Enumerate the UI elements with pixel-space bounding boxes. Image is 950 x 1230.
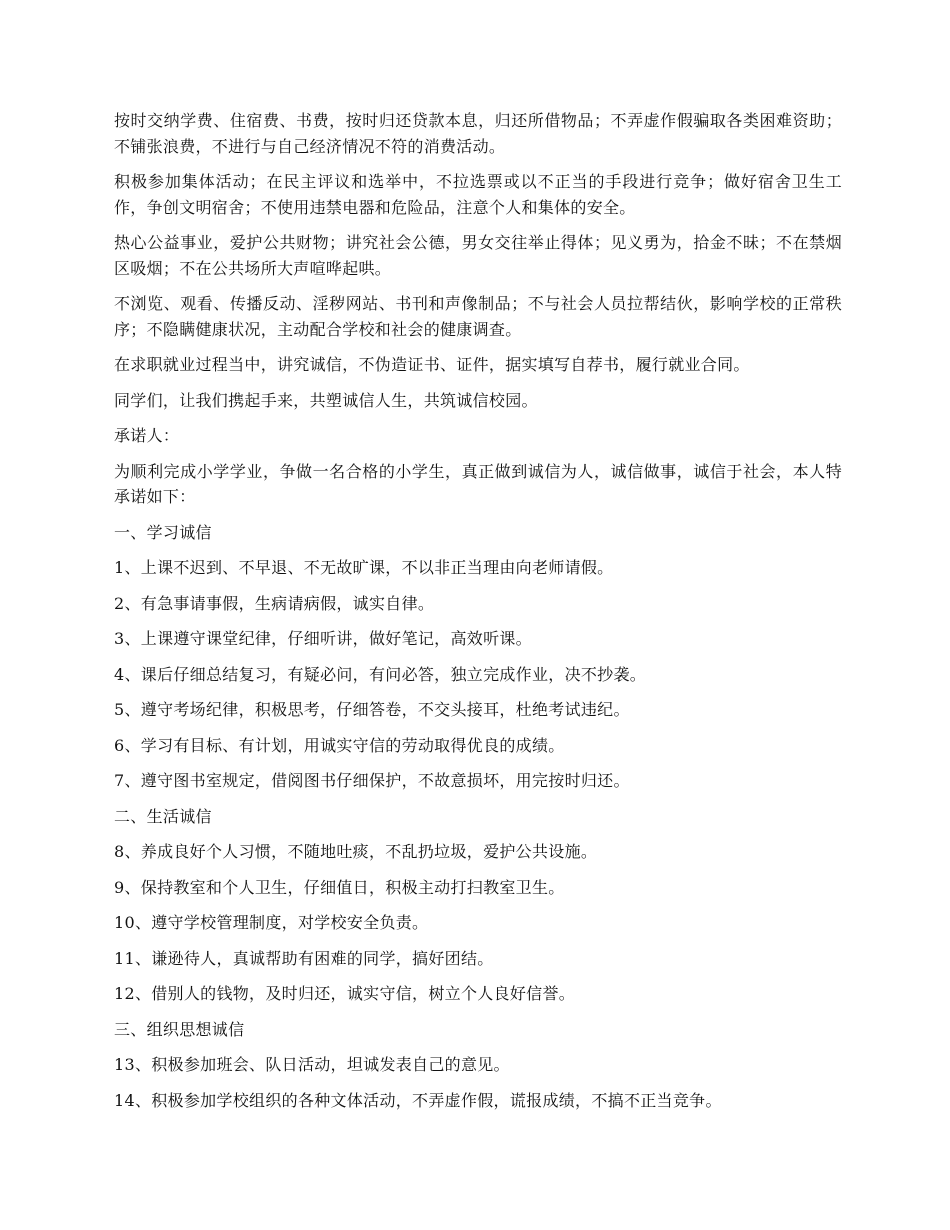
- list-item: 4、课后仔细总结复习，有疑必问，有问必答，独立完成作业，决不抄袭。: [114, 664, 647, 684]
- list-item: 8、养成良好个人习惯，不随地吐痰，不乱扔垃圾，爱护公共设施。: [114, 842, 598, 861]
- list-item: 13、积极参加班会、队日活动，坦诚发表自己的意见。: [114, 1055, 510, 1074]
- section-heading-life: 二、生活诚信: [114, 806, 212, 826]
- paragraph-fees: 按时交纳学费、住宿费、书费，按时归还贷款本息，归还所借物品；不弄虚作假骗取各类困难资助；不铺张浪费，不进行与自己经济情况不符的消费活动。: [114, 111, 842, 156]
- paragraph-employment: 在求职就业过程当中，讲究诚信，不伪造证书、证件，据实填写自荐书，履行就业合同。: [114, 355, 750, 374]
- list-item: 6、学习有目标、有计划，用诚实守信的劳动取得优良的成绩。: [114, 735, 565, 755]
- paragraph-call-to-action: 同学们，让我们携起手来，共塑诚信人生，共筑诚信校园。: [114, 390, 538, 410]
- paragraph-collective: 积极参加集体活动；在民主评议和选举中，不拉选票或以不正当的手段进行竞争；做好宿舍卫生工作，争创文明宿舍；不使用违禁电器和危险品，注意个人和集体的安全。: [114, 172, 842, 217]
- paragraph-media: 不浏览、观看、传播反动、淫秽网站、书刊和声像制品；不与社会人员拉帮结伙，影响学校的正常秩序；不隐瞒健康状况，主动配合学校和社会的健康调查。: [114, 294, 842, 339]
- list-item: 1、上课不迟到、不早退、不无故旷课，不以非正当理由向老师请假。: [114, 558, 614, 577]
- paragraph-public-welfare: 热心公益事业，爱护公共财物；讲究社会公德，男女交往举止得体；见义勇为，拾金不昧；不在禁烟区吸烟；不在公共场所大声喧哗起哄。: [114, 233, 842, 278]
- list-item: 2、有急事请事假，生病请病假，诚实自律。: [114, 593, 435, 613]
- list-item: 7、遵守图书室规定，借阅图书仔细保护，不故意损坏，用完按时归还。: [114, 771, 630, 790]
- list-item: 10、遵守学校管理制度，对学校安全负责。: [114, 913, 429, 932]
- list-item: 12、借别人的钱物，及时归还，诚实守信，树立个人良好信誉。: [114, 984, 576, 1003]
- document-page: [114, 108, 842, 1123]
- paragraph-pledge-intro: 为顺利完成小学学业，争做一名合格的小学生，真正做到诚信为人，诚信做事，诚信于社会，本人特承诺如下：: [114, 461, 842, 506]
- section-heading-organization: 三、组织思想诚信: [114, 1019, 245, 1039]
- list-item: 9、保持教室和个人卫生，仔细值日，积极主动打扫教室卫生。: [114, 877, 565, 897]
- section-heading-study: 一、学习诚信: [114, 522, 212, 542]
- list-item: 14、积极参加学校组织的各种文体活动，不弄虚作假，谎报成绩，不搞不正当竞争。: [114, 1090, 722, 1110]
- list-item: 5、遵守考场纪律，积极思考，仔细答卷，不交头接耳，杜绝考试违纪。: [114, 700, 630, 719]
- list-item: 3、上课遵守课堂纪律，仔细听讲，做好笔记，高效听课。: [114, 629, 532, 648]
- signatory-label: 承诺人：: [114, 426, 180, 445]
- list-item: 11、谦逊待人，真诚帮助有困难的同学，搞好团结。: [114, 948, 494, 968]
